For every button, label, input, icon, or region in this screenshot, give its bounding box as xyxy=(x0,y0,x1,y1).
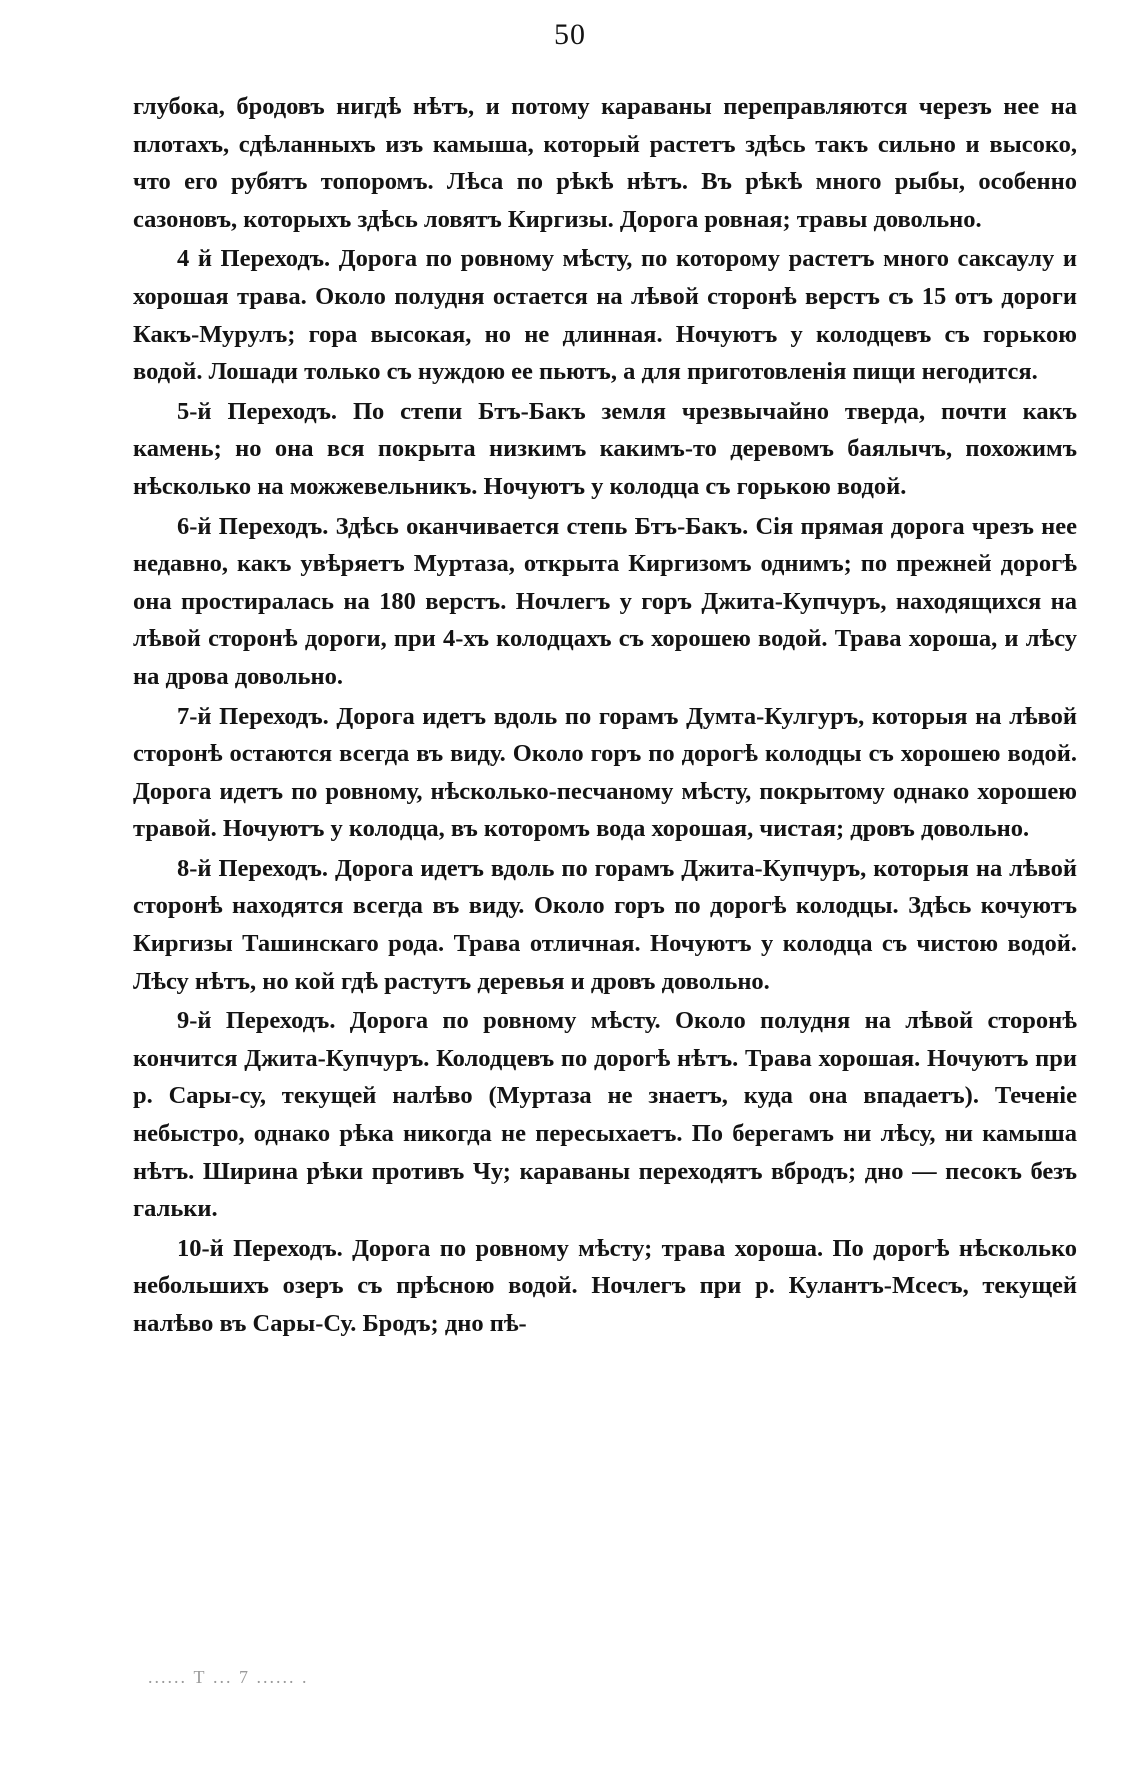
faint-bleedthrough-text: ...... Т ... 7 ...... . xyxy=(148,1667,309,1687)
paragraph-4: 6-й Переходъ. Здѣсь оканчивается степь Бтъ-Бакъ. Сія прямая дорога чрезъ нее недавно, какъ увѣряетъ Муртаза, открыта Киргизомъ однимъ; по прежней дорогѣ она простиралась на 180 верстъ. Ночлегъ у горъ Джита-Купчуръ, находящихся на лѣвой сторонѣ дороги, при 4-хъ колодцахъ съ хорошею водой. Трава хороша, и лѣсу на дрова довольно. xyxy=(133,512,1077,690)
paragraph-1: глубока, бродовъ нигдѣ нѣтъ, и потому караваны переправляются черезъ нее на плотахъ, сдѣланныхъ изъ камыша, который растетъ здѣсь такъ сильно и высоко, что его рубятъ топоромъ. Лѣса по рѣкѣ нѣтъ. Въ рѣкѣ много рыбы, особенно сазоновъ, которыхъ здѣсь ловятъ Киргизы. Дорога ровная; травы довольно. xyxy=(133,93,1077,233)
page-number: 50 xyxy=(554,18,586,51)
page-body xyxy=(133,88,1077,1343)
paragraph-2: 4 й Переходъ. Дорога по ровному мѣсту, по которому растетъ много саксаулу и хорошая трава. Около полудня остается на лѣвой сторонѣ верстъ съ 15 отъ дороги Какъ-Мурулъ; гора высокая, но не длинная. Ночуютъ у колодцевъ съ горькою водой. Лошади только съ нуждою ее пьютъ, а для приготовленія пищи негодится. xyxy=(133,245,1077,386)
paragraph-7: 9-й Переходъ. Дорога по ровному мѣсту. Около полудня на лѣвой сторонѣ кончится Джита-Купчуръ. Колодцевъ по дорогѣ нѣтъ. Трава хорошая. Ночуютъ при р. Сары-су, текущей налѣво (Муртаза не знаетъ, куда она впадаетъ). Теченіе небыстро, однако рѣка никогда не пересыхаетъ. По берегамъ ни лѣсу, ни камыша нѣтъ. Ширина рѣки противъ Чу; караваны переходятъ вбродъ; дно — песокъ безъ гальки. xyxy=(133,1007,1077,1223)
paragraph-5: 7-й Переходъ. Дорога идетъ вдоль по горамъ Думта-Кулгуръ, которыя на лѣвой сторонѣ остаются всегда въ виду. Около горъ по дорогѣ колодцы съ хорошею водой. Дорога идетъ по ровному, нѣсколько-песчаному мѣсту, покрытому однако хорошею травой. Ночуютъ у колодца, въ которомъ вода хорошая, чистая; дровъ довольно. xyxy=(133,702,1077,843)
paragraph-3: 5-й Переходъ. По степи Бтъ-Бакъ земля чрезвычайно тверда, почти какъ камень; но она вся покрыта низкимъ какимъ-то деревомъ баялычъ, похожимъ нѣсколько на можжевельникъ. Ночуютъ у колодца съ горькою водой. xyxy=(133,397,1077,500)
paragraph-6: 8-й Переходъ. Дорога идетъ вдоль по горамъ Джита-Купчуръ, которыя на лѣвой сторонѣ находятся всегда въ виду. Около горъ по дорогѣ колодцы. Здѣсь кочуютъ Киргизы Ташинскаго рода. Трава отличная. Ночуютъ у колодца съ чистою водой. Лѣсу нѣтъ, но кой гдѣ растутъ деревья и дровъ довольно. xyxy=(133,854,1077,995)
paragraph-8: 10-й Переходъ. Дорога по ровному мѣсту; трава хороша. По дорогѣ нѣсколько небольшихъ озеръ съ прѣсною водой. Ночлегъ при р. Кулантъ-Мсесъ, текущей налѣво въ Сары-Су. Бродъ; дно пѣ- xyxy=(133,1234,1077,1337)
